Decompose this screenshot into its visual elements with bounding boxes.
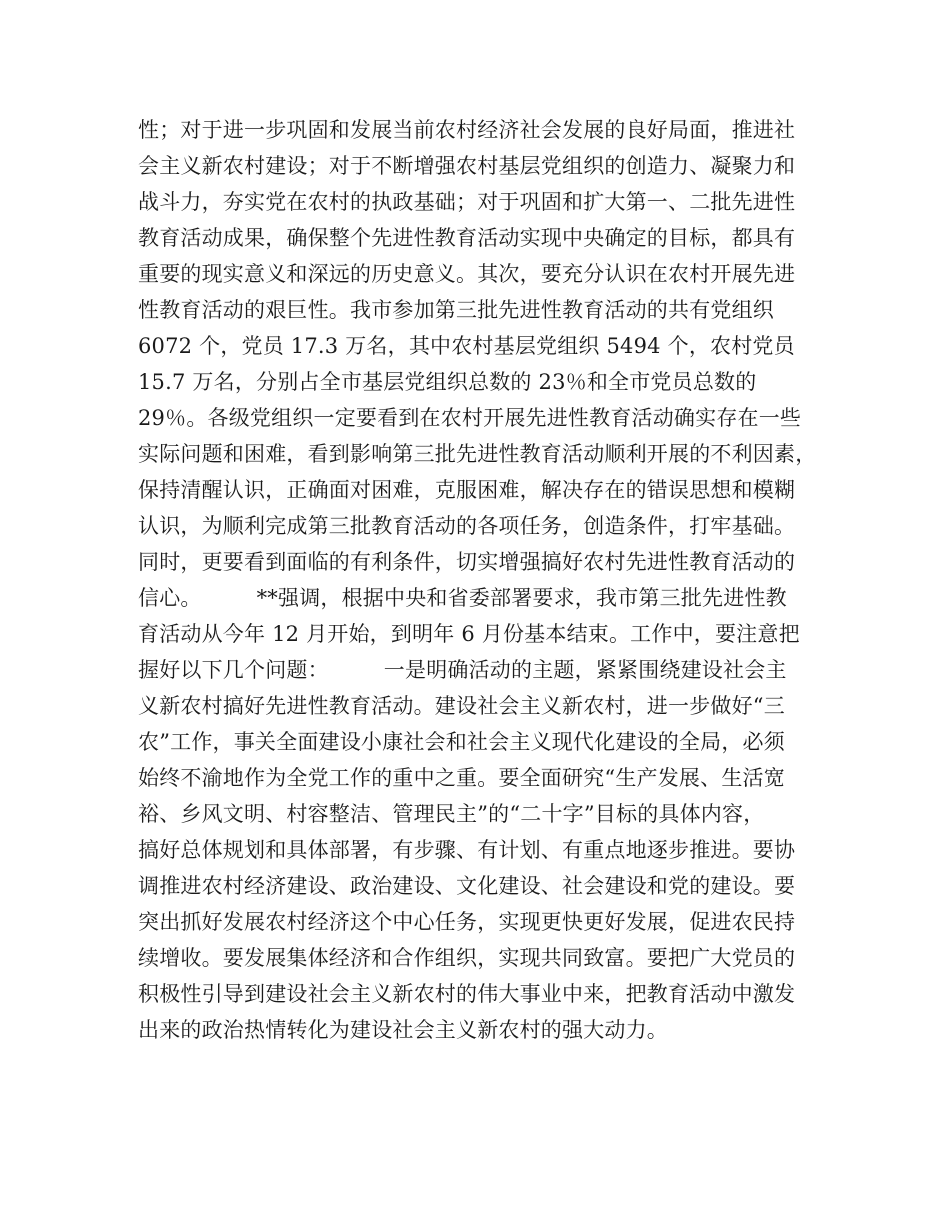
text-line: 认识，为顺利完成第三批教育活动的各项任务，创造条件，打牢基础。 [138,514,796,538]
text-line: 教育活动成果，确保整个先进性教育活动实现中央确定的目标，都具有 [138,226,796,250]
text-line: 战斗力，夯实党在农村的执政基础；对于巩固和扩大第一、二批先进性 [138,190,796,214]
text-line: 育活动从今年 12 月开始，到明年 6 月份基本结束。工作中，要注意把 [138,622,800,646]
text-line: 6072 个，党员 17.3 万名，其中农村基层党组织 5494 个，农村党员 [138,334,795,358]
text-line: 实际问题和困难，看到影响第三批先进性教育活动顺利开展的不利因素， [138,442,817,466]
text-line: 义新农村搞好先进性教育活动。建设社会主义新农村，进一步做好“三 [138,694,785,718]
text-line: 突出抓好发展农村经济这个中心任务，实现更快更好发展，促进农民持 [138,910,796,934]
text-line: 信心。 **强调，根据中央和省委部署要求，我市第三批先进性教 [138,586,787,610]
text-line: 调推进农村经济建设、政治建设、文化建设、社会建设和党的建设。要 [138,874,796,898]
body-text [138,112,828,1048]
text-line: 握好以下几个问题： 一是明确活动的主题，紧紧围绕建设社会主 [138,658,787,682]
text-line: 搞好总体规划和具体部署，有步骤、有计划、有重点地逐步推进。要协 [138,838,796,862]
text-line: 积极性引导到建设社会主义新农村的伟大事业中来，把教育活动中激发 [138,982,796,1006]
text-line: 性；对于进一步巩固和发展当前农村经济社会发展的良好局面，推进社 [138,118,796,142]
text-line: 29％。各级党组织一定要看到在农村开展先进性教育活动确实存在一些 [138,406,802,430]
text-line: 保持清醒认识，正确面对困难，克服困难，解决存在的错误思想和模糊 [138,478,796,502]
text-line: 15.7 万名，分别占全市基层党组织总数的 23％和全市党员总数的 [138,370,757,394]
text-line: 性教育活动的艰巨性。我市参加第三批先进性教育活动的共有党组织 [138,298,774,322]
text-line: 续增收。要发展集体经济和合作组织，实现共同致富。要把广大党员的 [138,946,796,970]
text-line: 裕、乡风文明、村容整洁、管理民主”的“二十字”目标的具体内容， [138,802,765,826]
text-line: 重要的现实意义和深远的历史意义。其次，要充分认识在农村开展先进 [138,262,796,286]
text-line: 农”工作，事关全面建设小康社会和社会主义现代化建设的全局，必须 [138,730,785,754]
text-line: 始终不渝地作为全党工作的重中之重。要全面研究“生产发展、生活宽 [138,766,785,790]
text-line: 会主义新农村建设；对于不断增强农村基层党组织的创造力、凝聚力和 [138,154,796,178]
text-line: 同时，更要看到面临的有利条件，切实增强搞好农村先进性教育活动的 [138,550,796,574]
text-line: 出来的政治热情转化为建设社会主义新农村的强大动力。 [138,1018,668,1042]
